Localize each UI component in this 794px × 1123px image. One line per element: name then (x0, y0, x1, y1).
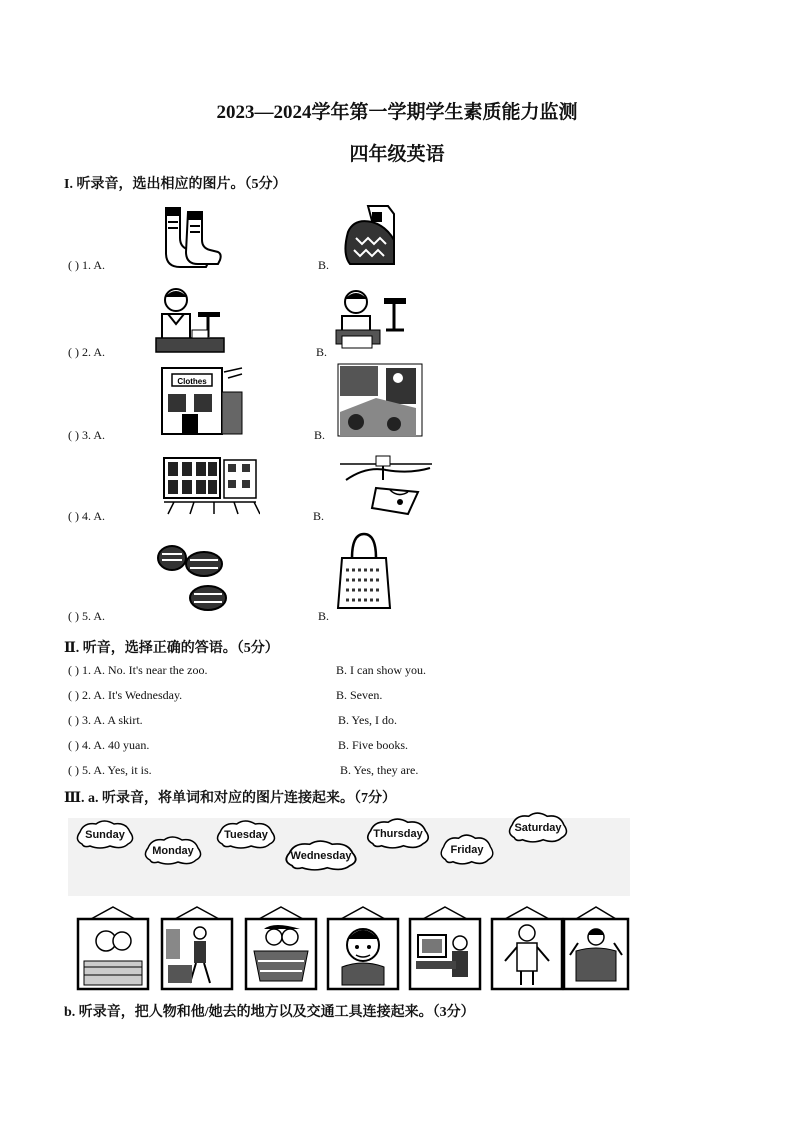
q3-b-label: B. (314, 428, 326, 442)
q5-prefix: ( ) 5. A. (68, 609, 105, 623)
q3-b-street-image (336, 362, 424, 438)
section-3b-heading: b. 听录音，把人物和他/她去的地方以及交通工具连接起来。（3分） (64, 1005, 475, 1020)
day-picture-4 (326, 905, 400, 991)
section-3a-heading: Ⅲ. a. 听录音，将单词和对应的图片连接起来。（7分） (64, 791, 397, 806)
q4-prefix: ( ) 4. A. (68, 509, 105, 523)
q2-b-label: B. (316, 345, 328, 359)
q3-prefix: ( ) 3. A. (68, 428, 105, 442)
q5-a-gloves-image (152, 538, 238, 618)
q2-prefix: ( ) 2. A. (68, 345, 105, 359)
q1-b-label: B. (318, 258, 330, 272)
q4-a-library-image (160, 456, 260, 516)
q4-b-label: B. (313, 509, 325, 523)
word-monday: Monday (152, 845, 194, 857)
day-picture-5 (408, 905, 482, 991)
cloud-friday (438, 834, 496, 866)
cloud-wednesday (282, 840, 360, 872)
q5-b-bag-image (336, 530, 392, 612)
section-1-heading: I. 听录音，选出相应的图片。（5分） (64, 177, 287, 192)
q1-a-socks-image (152, 204, 224, 268)
day-picture-2 (160, 905, 234, 991)
q4-b-playground-image (336, 454, 436, 518)
p2-q4-option-b: B. Five books. (338, 738, 409, 752)
q1-b-sweater-image (338, 202, 410, 268)
q1-prefix: ( ) 1. A. (68, 258, 105, 272)
p2-q2-option-a: ( ) 2. A. It's Wednesday. (68, 688, 183, 702)
p2-q5-option-b: B. Yes, they are. (340, 763, 419, 777)
p2-q4-option-a: ( ) 4. A. 40 yuan. (68, 738, 150, 752)
p2-q2-option-b: B. Seven. (336, 688, 383, 702)
cloud-monday (142, 836, 204, 866)
word-friday: Friday (450, 844, 484, 856)
word-wednesday: Wednesday (290, 850, 352, 862)
q3-a-clothes-shop-image (158, 364, 246, 438)
word-tuesday: Tuesday (224, 829, 268, 841)
word-saturday: Saturday (514, 822, 562, 834)
p2-q1-option-a: ( ) 1. A. No. It's near the zoo. (68, 663, 208, 677)
day-picture-6 (490, 905, 564, 991)
p2-q3-option-b: B. Yes, I do. (338, 713, 398, 727)
q2-b-boy-desk-image (334, 284, 412, 354)
cloud-thursday (364, 818, 432, 850)
section-2-heading: Ⅱ. 听音，选择正确的答语。（5分） (64, 641, 279, 656)
page-title: 2023—2024学年第一学期学生素质能力监测 (216, 102, 578, 123)
cloud-saturday (506, 812, 570, 844)
page-subtitle: 四年级英语 (349, 144, 445, 165)
word-sunday: Sunday (85, 829, 125, 841)
cloud-sunday (74, 820, 136, 850)
day-picture-1 (76, 905, 150, 991)
p2-q5-option-a: ( ) 5. A. Yes, it is. (68, 763, 152, 777)
p2-q1-option-b: B. I can show you. (336, 663, 426, 677)
clothes-sign-text: Clothes (177, 377, 207, 386)
day-picture-7 (562, 905, 630, 991)
word-thursday: Thursday (373, 828, 423, 840)
p2-q3-option-a: ( ) 3. A. A skirt. (68, 713, 143, 727)
day-picture-3 (244, 905, 318, 991)
q5-b-label: B. (318, 609, 330, 623)
cloud-tuesday (214, 820, 278, 850)
q2-a-boy-desk-image (152, 284, 226, 356)
